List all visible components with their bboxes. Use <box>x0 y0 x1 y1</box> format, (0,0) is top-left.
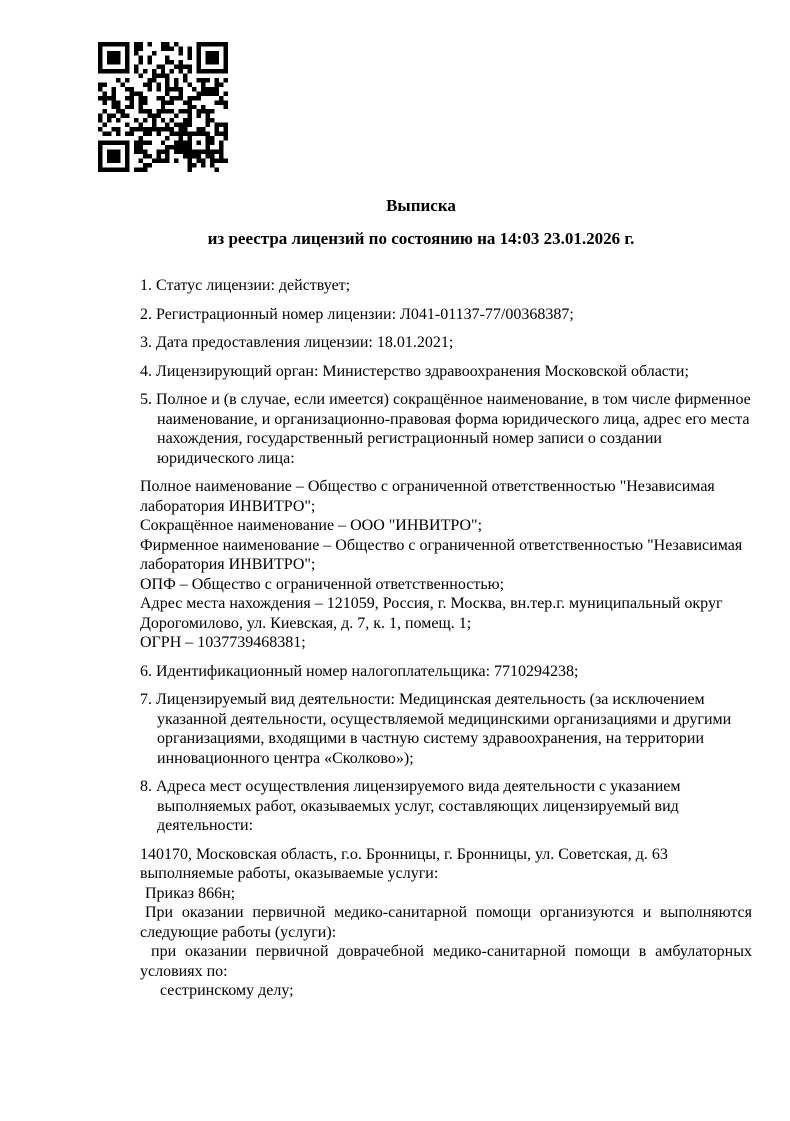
paragraph <box>140 845 752 1001</box>
text-line: лаборатория ИНВИТРО"; <box>140 556 316 573</box>
text-line: Приказ 866н; <box>145 884 236 902</box>
text-line: 2. Регистрационный номер лицензии: Л041-01137-77/00368387; <box>140 305 574 323</box>
text-line: при оказании первичной доврачебной медико-санитарной помощи в амбулаторных <box>151 943 752 960</box>
paragraph <box>140 777 752 836</box>
text-line: ОГРН – 1037739468381; <box>140 634 306 651</box>
paragraph <box>140 662 752 682</box>
text-line: наименование, и организационно-правовая форма юридического лица, адрес его места <box>157 410 750 428</box>
document-title <box>140 196 752 249</box>
title-line-2: из реестра лицензий по состоянию на 14:03 23.01.2026 г. <box>207 229 635 248</box>
title-line-1: Выписка <box>386 196 456 215</box>
text-line: Сокращённое наименование – ООО "ИНВИТРО"; <box>140 517 483 534</box>
paragraph <box>140 276 752 296</box>
document-content <box>140 0 752 1001</box>
paragraph <box>140 333 752 353</box>
paragraph <box>140 305 752 325</box>
text-line: 4. Лицензирующий орган: Министерство здравоохранения Московской области; <box>140 362 689 380</box>
text-line: следующие работы (услуги): <box>140 923 337 941</box>
text-line: ОПФ – Общество с ограниченной ответственностью; <box>140 575 505 593</box>
text-line: юридического лица: <box>157 449 295 467</box>
text-line: лаборатория ИНВИТРО"; <box>140 497 316 515</box>
text-line: указанной деятельности, осуществляемой медицинскими организациями и другими <box>157 710 732 728</box>
text-line: организациями, входящими в частную систему здравоохранения, на территории <box>157 730 705 747</box>
text-line: 5. Полное и (в случае, если имеется) сокращённое наименование, в том числе фирменное <box>140 391 751 408</box>
text-line: выполняемые работы, оказываемые услуги: <box>140 865 439 882</box>
paragraph <box>140 477 752 653</box>
text-line: выполняемых работ, оказываемых услуг, составляющих лицензируемый вид <box>157 797 679 815</box>
paragraph <box>140 690 752 768</box>
text-line: деятельности: <box>157 817 254 834</box>
text-line: 8. Адреса мест осуществления лицензируемого вида деятельности с указанием <box>140 778 681 795</box>
text-line: сестринскому делу; <box>160 982 294 999</box>
text-line: 1. Статус лицензии: действует; <box>140 277 351 294</box>
text-line: Дорогомилово, ул. Киевская, д. 7, к. 1, помещ. 1; <box>140 614 472 632</box>
text-line: Полное наименование – Общество с ограниченной ответственностью "Независимая <box>140 478 715 495</box>
text-line: инновационного центра «Сколково»); <box>157 749 414 767</box>
text-line: 3. Дата предоставления лицензии: 18.01.2021; <box>140 334 454 351</box>
text-line: Адрес места нахождения – 121059, Россия, г. Москва, вн.тер.г. муниципальный округ <box>140 595 723 612</box>
text-line: Фирменное наименование – Общество с ограниченной ответственностью "Независимая <box>140 536 743 554</box>
paragraph <box>140 390 752 468</box>
text-line: 6. Идентификационный номер налогоплательщика: 7710294238; <box>140 662 579 680</box>
text-line: 7. Лицензируемый вид деятельности: Медицинская деятельность (за исключением <box>140 691 705 708</box>
paragraph <box>140 362 752 382</box>
document-body <box>140 276 752 1001</box>
text-line: нахождения, государственный регистрационный номер записи о создании <box>157 430 662 447</box>
text-line: условиях по: <box>140 962 228 980</box>
text-line: 140170, Московская область, г.о. Бронницы, г. Бронницы, ул. Советская, д. 63 <box>140 845 668 863</box>
text-line: При оказании первичной медико-санитарной помощи организуются и выполняются <box>145 904 752 921</box>
